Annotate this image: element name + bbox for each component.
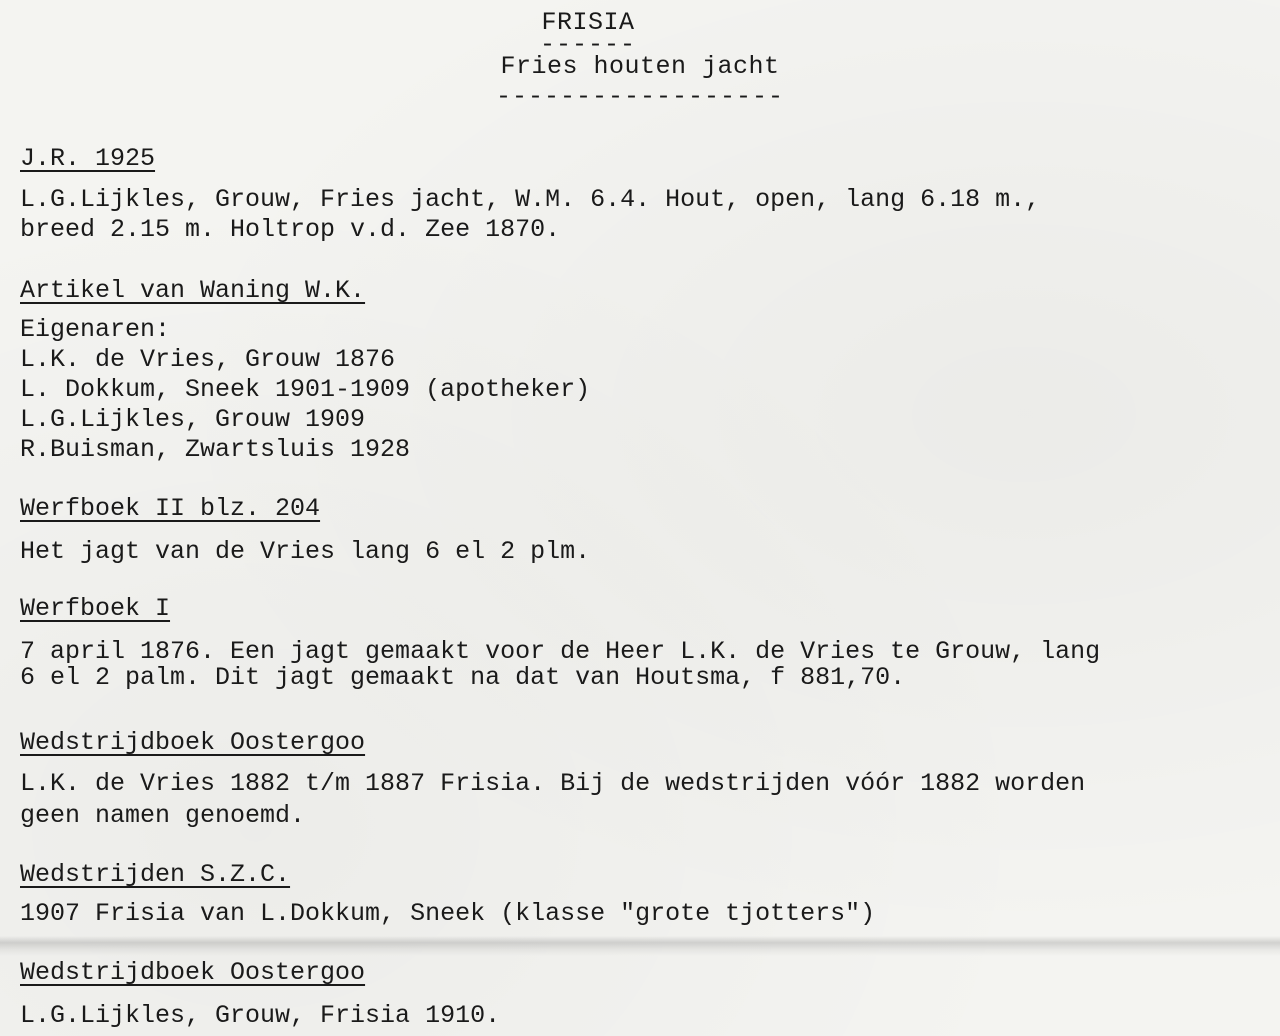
section-line: geen namen genoemd. xyxy=(20,801,306,830)
owner-line: L. Dokkum, Sneek 1901-1909 (apotheker) xyxy=(20,375,591,404)
section-line: 6 el 2 palm. Dit jagt gemaakt na dat van Houtsma, f 881,70. xyxy=(20,663,906,692)
document-subtitle: Fries houten jacht xyxy=(500,52,780,81)
section-heading-wedstrijdboek-oostergoo-2: Wedstrijdboek Oostergoo xyxy=(20,958,366,987)
section-heading-wedstrijden-szc: Wedstrijden S.Z.C. xyxy=(20,860,291,889)
owner-line: L.G.Lijkles, Grouw 1909 xyxy=(20,405,366,434)
owner-line: R.Buisman, Zwartsluis 1928 xyxy=(20,435,411,464)
section-line: Eigenaren: xyxy=(20,315,171,344)
subtitle-underline: ------------------ xyxy=(495,82,785,111)
section-line: L.G.Lijkles, Grouw, Fries jacht, W.M. 6.4. Hout, open, lang 6.18 m., xyxy=(20,185,1041,214)
title-underline: ------ xyxy=(539,30,636,59)
section-line: L.G.Lijkles, Grouw, Frisia 1910. xyxy=(20,1001,501,1030)
section-line: L.K. de Vries 1882 t/m 1887 Frisia. Bij de wedstrijden vóór 1882 worden xyxy=(20,769,1086,798)
document-title: FRISIA xyxy=(541,8,635,37)
section-heading-wedstrijdboek-oostergoo: Wedstrijdboek Oostergoo xyxy=(20,728,366,757)
owner-line: L.K. de Vries, Grouw 1876 xyxy=(20,345,396,374)
paper-fold xyxy=(0,936,1280,956)
section-line: 7 april 1876. Een jagt gemaakt voor de Heer L.K. de Vries te Grouw, lang xyxy=(20,637,1101,666)
section-heading-artikel: Artikel van Waning W.K. xyxy=(20,276,366,305)
section-heading-jr-1925: J.R. 1925 xyxy=(20,144,156,173)
section-heading-werfboek-ii: Werfboek II blz. 204 xyxy=(20,494,321,523)
section-line: 1907 Frisia van L.Dokkum, Sneek (klasse "grote tjotters") xyxy=(20,899,876,928)
section-heading-werfboek-i: Werfboek I xyxy=(20,594,171,623)
section-line: Het jagt van de Vries lang 6 el 2 plm. xyxy=(20,537,591,566)
section-line: breed 2.15 m. Holtrop v.d. Zee 1870. xyxy=(20,215,561,244)
